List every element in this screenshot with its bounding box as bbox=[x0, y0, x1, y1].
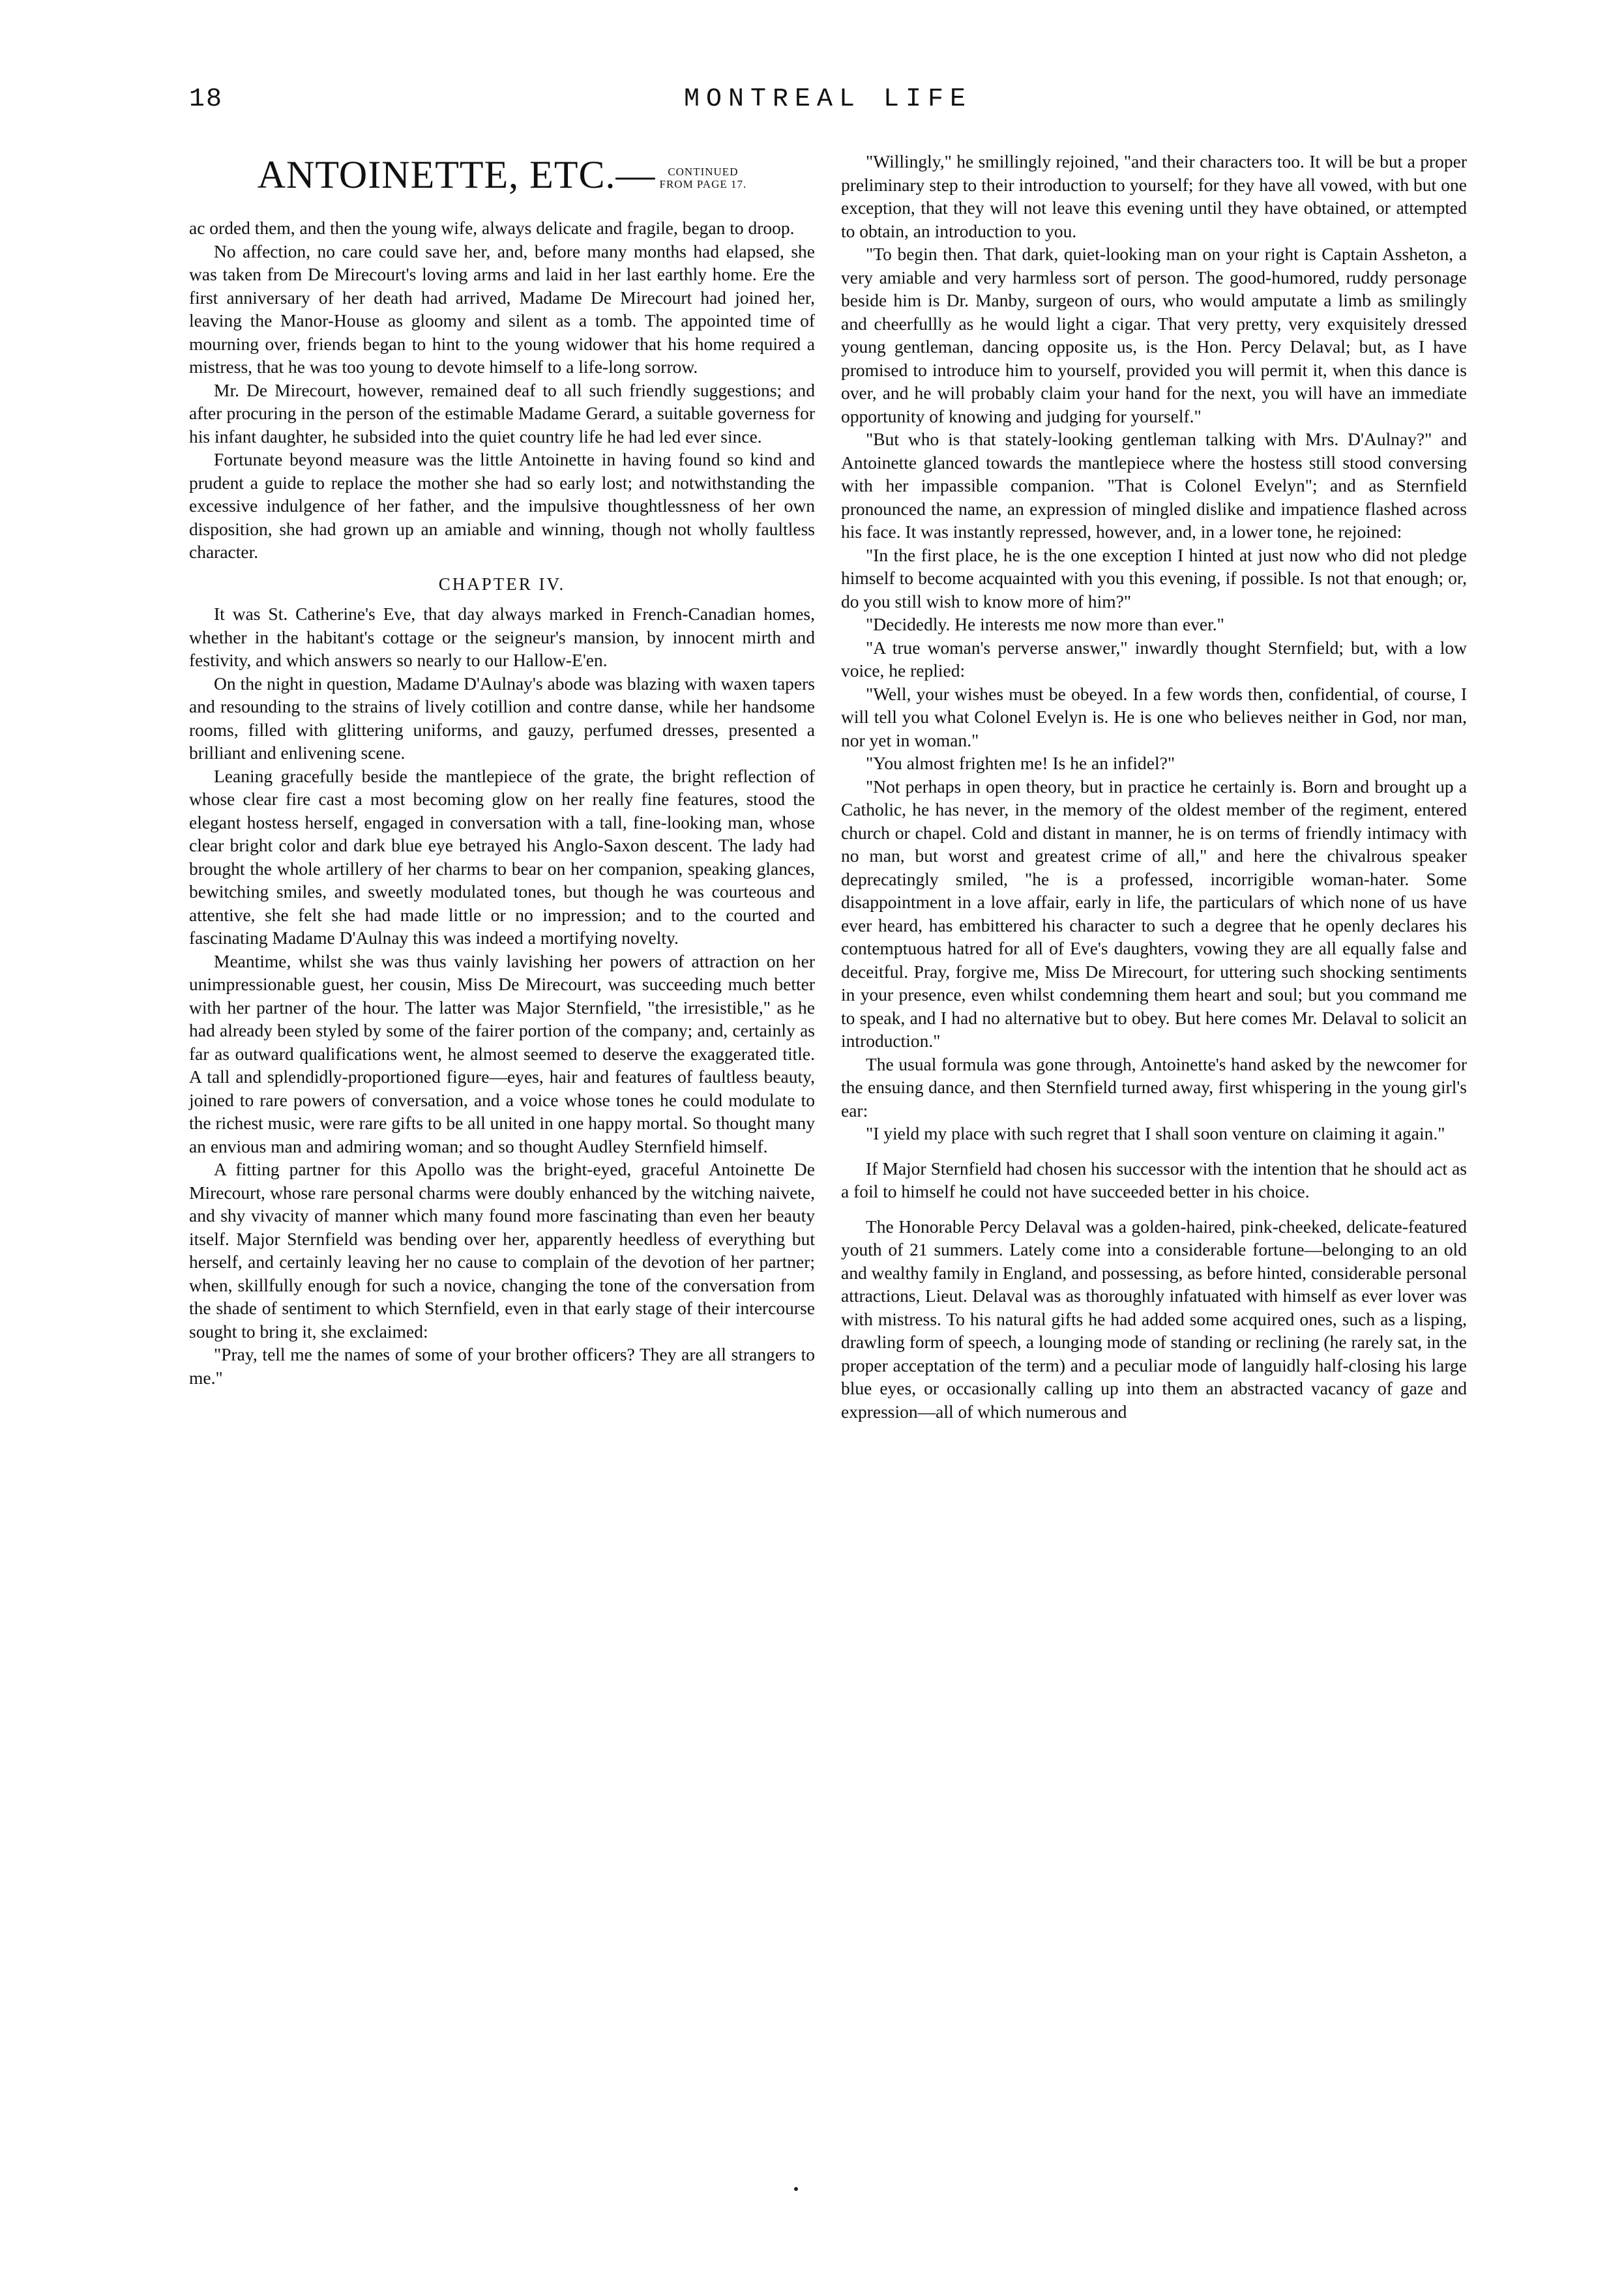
paragraph: "To begin then. That dark, quiet-looking man on your right is Captain Assheton, a very amiable and very harmless sort of person. The good-humored, ruddy personage beside him is Dr. Manby, surgeon of ours, who would amputate a limb as smilingly and cheerfullly as he would light a cigar. That very pretty, very exquisitely dressed young gentleman, dancing opposite us, is the Hon. Percy Delaval; but, as I have promised to introduce him to yourself, provided you will permit it, when this dance is over, and he will probably claim your hand for the next, you will have an immediate opportunity of knowing and judging for yourself." bbox=[841, 244, 1467, 426]
page-number: 18 bbox=[189, 85, 224, 114]
paragraph: A fitting partner for this Apollo was the bright-eyed, graceful Antoinette De Mirecourt, whose rare personal charms were doubly enhanced by the witching naivete, and shy vivacity of manner which many found more fascinating than even her beauty itself. Major Sternfield was bending over her, apparently heedless of everything but herself, and certainly leaving her no cause to complain of the devotion of her partner; when, skillfully enough for such a novice, changing the tone of the conversation from the shade of sentiment to which Sternfield, even in that early stage of their intercourse sought to bring it, she exclaimed: bbox=[189, 1159, 815, 1342]
paragraph: If Major Sternfield had chosen his successor with the intention that he should act as a foil to himself he could not have succeeded better in his choice. bbox=[841, 1158, 1467, 1201]
paragraph: Mr. De Mirecourt, however, remained deaf to all such friendly suggestions; and after procuring in the person of the estimable Madame Gerard, a suitable governess for his infant daughter, he subsided into the quiet country life he had led ever since. bbox=[189, 379, 815, 447]
journal-title: MONTREAL LIFE bbox=[683, 85, 973, 114]
text-columns bbox=[189, 150, 1467, 1423]
paragraph: "In the first place, he is the one exception I hinted at just now who did not pledge himself to become acquainted with you this evening, if possible. Is not that enough; or, do you still wish to know more of him?" bbox=[841, 544, 1467, 611]
left-column bbox=[189, 150, 815, 1423]
paragraph: On the night in question, Madame D'Aulnay's abode was blazing with waxen tapers and resounding to the strains of lively cotillion and contre danse, while her handsome rooms, filled with glittering uniforms, and gauzy, perfumed dresses, presented a brilliant and enlivening scene. bbox=[189, 673, 815, 763]
footer-dot bbox=[794, 2187, 798, 2191]
paragraph: The usual formula was gone through, Antoinette's hand asked by the newcomer for the ensuing dance, and then Sternfield turned away, first whispering in the young girl's ear: bbox=[841, 1053, 1467, 1121]
paragraph: It was St. Catherine's Eve, that day always marked in French-Canadian homes, whether in the habitant's cottage or the seigneur's mansion, by innocent mirth and festivity, and which answers so nearly to our Hallow-E'en. bbox=[189, 604, 815, 670]
magazine-page bbox=[189, 85, 1467, 2236]
paragraph: No affection, no care could save her, and, before many months had elapsed, she was taken from De Mirecourt's loving arms and laid in her last earthly home. Ere the first anniversary of her death had arrived, Madame De Mirecourt had joined her, leaving the Manor-House as gloomy and silent as a tomb. The appointed time of mourning over, friends began to hint to the young widower that his home required a mistress, that he was too young to devote himself to a life-long sorrow. bbox=[189, 241, 815, 377]
paragraph: "Decidedly. He interests me now more than ever." bbox=[866, 614, 1224, 634]
paragraph: The Honorable Percy Delaval was a golden-haired, pink-cheeked, delicate-featured youth of 21 summers. Lately come into a considerable fortune—belonging to an old and wealthy family in England, and possessing, as before hinted, considerable personal attractions, Lieut. Delaval was as thoroughly infatuated with himself as ever lover was with mistress. To his natural gifts he had added some acquired ones, such as a lisping, drawling form of speech, a lounging mode of standing or reclining (he rarely sat, in the proper acceptation of the term) and a peculiar mode of languidly half-closing his large blue eyes, or occasionally calling up into them an abstracted vacancy of gaze and expression—all of which numerous and bbox=[841, 1216, 1467, 1422]
paragraph: Meantime, whilst she was thus vainly lavishing her powers of attraction on her unimpressionable guest, her cousin, Miss De Mirecourt, was succeeding much better with her partner of the hour. The latter was Major Sternfield, "the irresistible," as he had already been styled by some of the fairer portion of the company; and, certainly as far as outward qualifications went, he almost seemed to deserve the exaggerated title. A tall and splendidly-proportioned figure—eyes, hair and features of faultless beauty, joined to rare powers of conversation, and a voice whose tones he could modulate to the richest music, were rare gifts to be all united in one happy mortal. So thought many an envious man and admiring woman; and so thought Audley Sternfield himself. bbox=[189, 950, 815, 1156]
paragraph: "But who is that stately-looking gentleman talking with Mrs. D'Aulnay?" and Antoinette glanced towards the mantlepiece where the hostess still stood conversing with her impassible companion. "That is Colonel Evelyn"; and as Sternfield pronounced the name, an expression of mingled dislike and impatience flashed across his face. It was instantly repressed, however, and, in a lower tone, he rejoined: bbox=[841, 429, 1467, 542]
running-head bbox=[189, 85, 1467, 124]
paragraph: "Well, your wishes must be obeyed. In a few words then, confidential, of course, I will tell you what Colonel Evelyn is. He is one who believes neither in God, nor man, nor yet in woman." bbox=[841, 683, 1467, 750]
paragraph: "Not perhaps in open theory, but in practice he certainly is. Born and brought up a Catholic, he has never, in the memory of the oldest member of the regiment, entered church or chapel. Cold and distant in manner, he is on terms of friendly intimacy with no man, but worst and greatest crime of all," and here the chivalrous speaker deprecatingly smiled, "he is a professed, incorrigible woman-hater. Some disappointment in a love affair, early in life, the particulars of which none of us have ever heard, has embittered his character to such a degree that he openly declares his contemptuous hatred for all of Eve's daughters, vowing they are all equally false and deceitful. Pray, forgive me, Miss De Mirecourt, for uttering such shocking sentiments in your presence, even whilst condemning them heart and soul; but you command me to speak, and I had no alternative but to obey. But here comes Mr. Delaval to solicit an introduction." bbox=[841, 776, 1467, 1051]
paragraph: "Pray, tell me the names of some of your brother officers? They are all strangers to me." bbox=[189, 1344, 815, 1388]
continued-note-line1: CONTINUED bbox=[668, 166, 739, 178]
right-column bbox=[841, 150, 1467, 1423]
continued-note bbox=[660, 166, 747, 190]
article-headline bbox=[189, 150, 815, 194]
paragraph: "I yield my place with such regret that I shall soon venture on claiming it again." bbox=[866, 1123, 1445, 1143]
article-title: ANTOINETTE, ETC.— bbox=[257, 153, 656, 196]
paragraph: Leaning gracefully beside the mantlepiece of the grate, the bright reflection of whose clear fire cast a most becoming glow on her really fine features, stood the elegant hostess herself, engaged in conversation with a tall, fine-looking man, whose clear bright color and dark blue eye betrayed his Anglo-Saxon descent. The lady had brought the whole artillery of her charms to bear on her companion, speaking glances, bewitching smiles, and sweetly modulated tones, but though he was courteous and attentive, she felt she had made little or no impression; and to the courted and fascinating Madame D'Aulnay this was indeed a mortifying novelty. bbox=[189, 765, 815, 948]
paragraph: "You almost frighten me! Is he an infidel?" bbox=[866, 753, 1175, 773]
paragraph: Fortunate beyond measure was the little Antoinette in having found so kind and prudent a guide to replace the mother she had so early lost; and notwithstanding the excessive indulgence of her father, and the impulsive thoughtlessness of her own disposition, she had grown up an amiable and winning, though not wholly faultless character. bbox=[189, 449, 815, 562]
chapter-heading: CHAPTER IV. bbox=[438, 574, 566, 594]
continued-note-line2: FROM PAGE 17. bbox=[659, 178, 747, 190]
paragraph: ac orded them, and then the young wife, always delicate and fragile, began to droop. bbox=[189, 218, 795, 238]
paragraph: "A true woman's perverse answer," inwardly thought Sternfield; but, with a low voice, he replied: bbox=[841, 637, 1467, 681]
paragraph: "Willingly," he smillingly rejoined, "and their characters too. It will be but a proper preliminary step to their introduction to yourself; for they have all vowed, with but one exception, that they will not leave this evening until they have obtained, or attempted to obtain, an introduction to you. bbox=[841, 151, 1467, 241]
